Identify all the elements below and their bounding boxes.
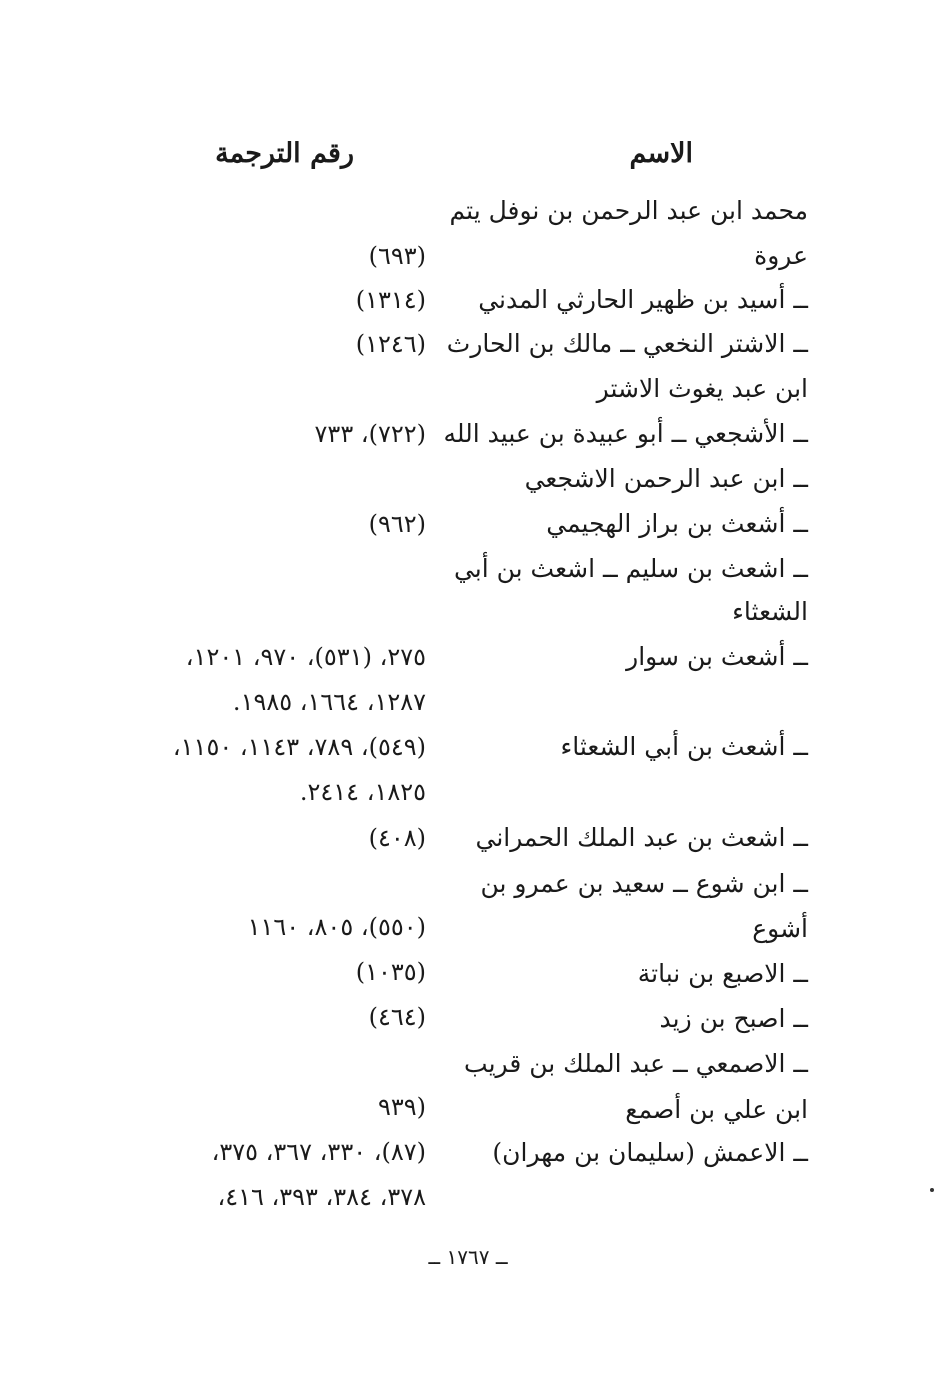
- entry-name: ــ أسيد بن ظهير الحارثي المدني: [478, 285, 808, 314]
- entry-name: ــ ابن شوع ــ سعيد بن عمرو بن: [480, 869, 808, 898]
- entry-name: الشعثاء: [732, 597, 808, 626]
- entry-name: ــ أشعث بن سوار: [626, 642, 808, 671]
- entry-name: ــ اشعث بن سليم ــ اشعث بن أبي: [453, 554, 808, 583]
- entry-name: ــ الاشتر النخعي ــ مالك بن الحارث: [446, 329, 808, 358]
- entry-name: ــ الأشجعي ــ أبو عبيدة بن عبيد الله: [443, 419, 808, 448]
- entry-number: (٤٦٤): [368, 1003, 426, 1031]
- entry-number: (٩٦٢): [368, 510, 426, 538]
- entry-name: أشوع: [752, 914, 808, 943]
- entry-number: ١٨٢٥، ٢٤١٤.: [299, 778, 426, 806]
- page-number: ــ ١٧٦٧ ــ: [428, 1245, 508, 1269]
- entry-name: ــ اشعث بن عبد الملك الحمراني: [475, 823, 808, 852]
- entry-number: ٢٧٥، (٥٣١)، ٩٧٠، ١٢٠١،: [185, 643, 426, 671]
- entry-name: ــ الاصبع بن نباتة: [637, 959, 808, 988]
- column-header-number: رقم الترجمة: [215, 138, 354, 169]
- entry-name: ــ الاعمش (سليمان بن مهران): [492, 1138, 808, 1167]
- entry-number: (٥٤٩)، ٧٨٩، ١١٤٣، ١١٥٠،: [172, 733, 426, 761]
- entry-name: محمد ابن عبد الرحمن بن نوفل يتم: [449, 196, 808, 225]
- entry-name: ابن علي بن أصمع: [625, 1095, 808, 1124]
- entry-number: (٨٧)، ٣٣٠، ٣٦٧، ٣٧٥،: [211, 1138, 426, 1166]
- scan-speck: [930, 1188, 934, 1192]
- column-header-name: الاسم: [629, 138, 693, 169]
- entry-number: (١٣١٤): [355, 286, 426, 314]
- entry-number: (٧٢٢)، ٧٣٣: [314, 420, 426, 448]
- entry-name: ــ الاصمعي ــ عبد الملك بن قريب: [464, 1049, 808, 1078]
- entry-number: (٤٠٨): [368, 824, 426, 852]
- entry-number: (٦٩٣): [368, 242, 426, 270]
- entry-name: ابن عبد يغوث الاشتر: [596, 374, 808, 403]
- entry-number: ٣٧٨، ٣٨٤، ٣٩٣، ٤١٦،: [217, 1183, 426, 1211]
- entry-name: ــ أشعث بن براز الهجيمي: [546, 509, 808, 538]
- entry-name: ــ ابن عبد الرحمن الاشجعي: [524, 464, 808, 493]
- entry-name: ــ أشعث بن أبي الشعثاء: [560, 732, 808, 761]
- entry-number: (١٢٤٦): [355, 330, 426, 358]
- entry-name: عروة: [754, 241, 808, 270]
- entry-number: (٩٣٩: [377, 1093, 426, 1121]
- entry-number: (١٠٣٥): [355, 958, 426, 986]
- entry-number: (٥٥٠)، ٨٠٥، ١١٦٠: [247, 913, 426, 941]
- entry-number: ١٢٨٧، ١٦٦٤، ١٩٨٥.: [232, 688, 426, 716]
- entry-name: ــ اصبح بن زيد: [659, 1004, 808, 1033]
